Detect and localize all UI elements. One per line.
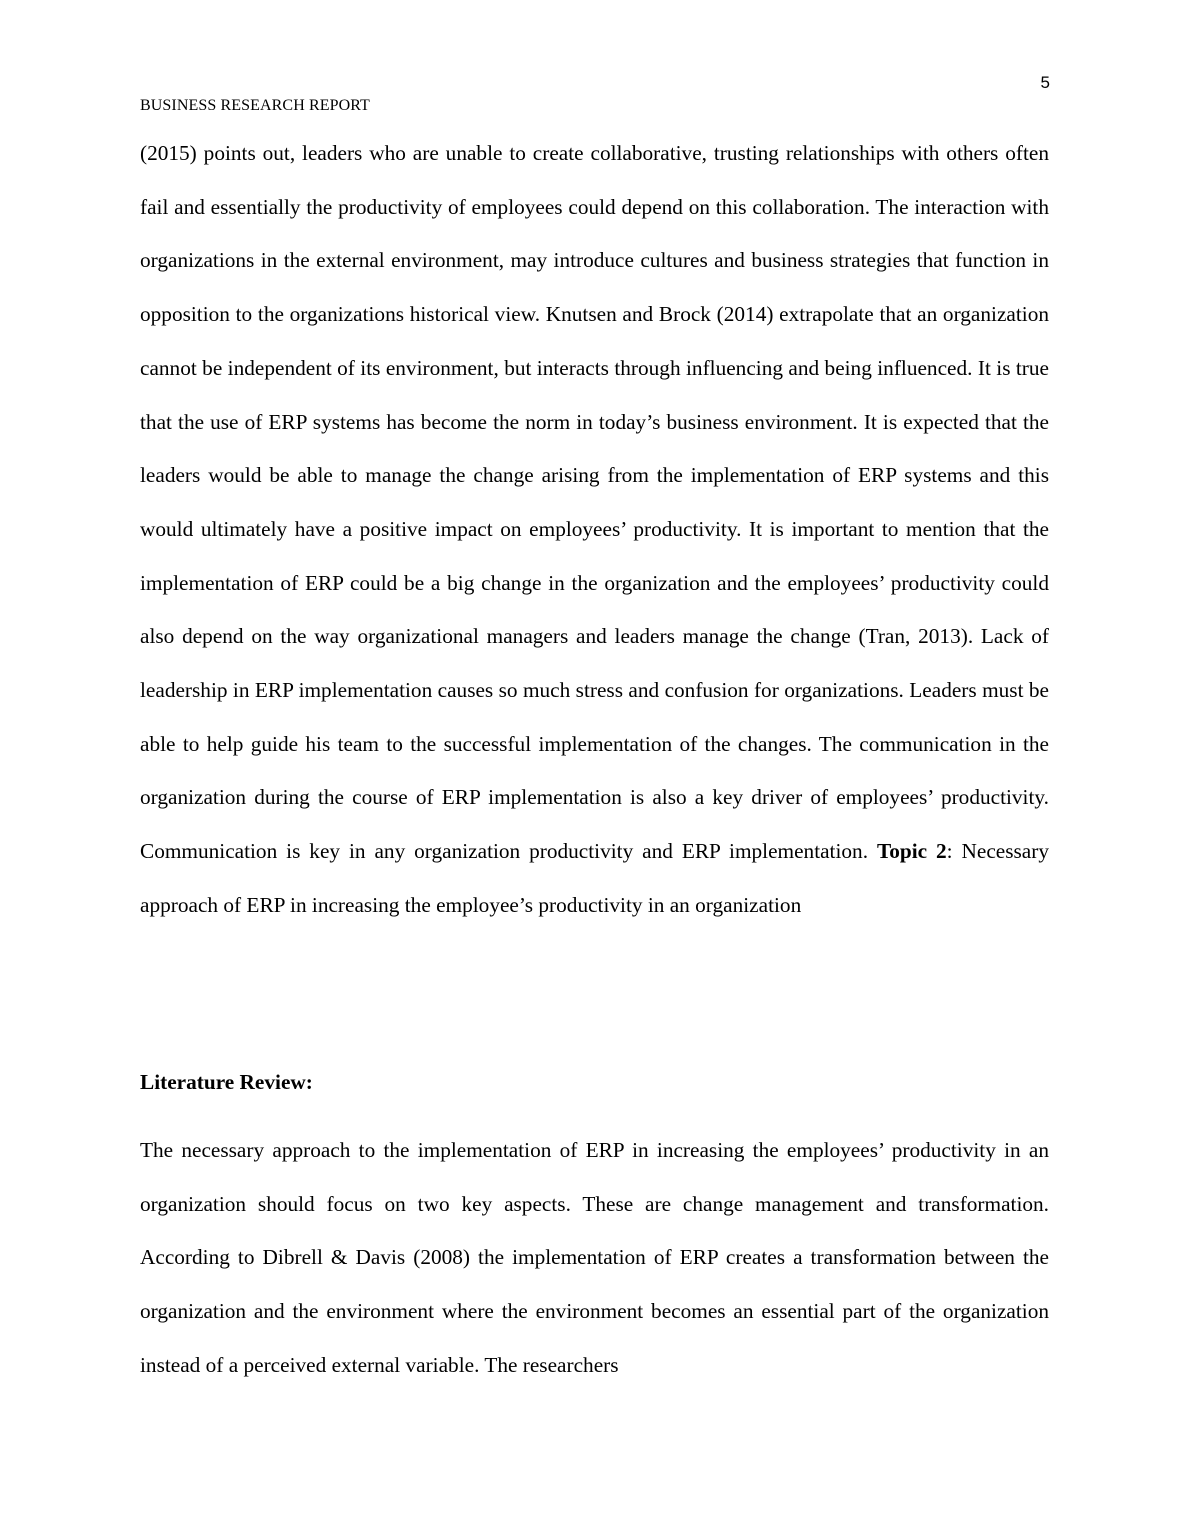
topic-label: Topic 2 — [876, 839, 947, 864]
running-head: BUSINESS RESEARCH REPORT — [140, 97, 370, 114]
paragraph-text: (2015) points out, leaders who are unable to create collaborative, trusting relationships with others often fail and essentially the productivity of employees could depend on this collaboration. The interaction with organizations in the external environment, may introduce cultures and business strategies that function in opposition to the organizations historical view. Knutsen and Brock (2014) extrapolate that an organization cannot be independent of its environment, but interacts through influencing and being influenced. It is true that the use of ERP systems has become the norm in today’s business environment. It is expected that the leaders would be able to manage the change arising from the implementation of ERP systems and this would ultimately have a positive impact on employees’ productivity. It is important to mention that the implementation of ERP could be a big change in the organization and the employees’ productivity could also depend on the way organizational managers and leaders manage the change (Tran, 2013). Lack of leadership in ERP implementation causes so much stress and confusion for organizations. Leaders must be able to help guide his team to the successful implementation of the changes. The communication in the organization during the course of ERP implementation is also a key driver of employees’ productivity. Communication is key in any organization productivity and ERP implementation. — [140, 141, 1049, 864]
section-heading: Literature Review: — [140, 1070, 313, 1094]
body-paragraph-2: The necessary approach to the implementation of ERP in increasing the employees’ productivity in an organization should focus on two key aspects. These are change management and transformation. According to Dibrell & Davis (2008) the implementation of ERP creates a transformation between the organization and the environment where the environment becomes an essential part of the organization instead of a perceived external variable. The researchers — [140, 1138, 1049, 1377]
page-number: 5 — [1040, 73, 1050, 92]
body-paragraph-1 — [140, 127, 1049, 933]
topic-description: : Necessary approach of ERP in increasing the employee’s productivity in an organization — [140, 839, 1049, 917]
